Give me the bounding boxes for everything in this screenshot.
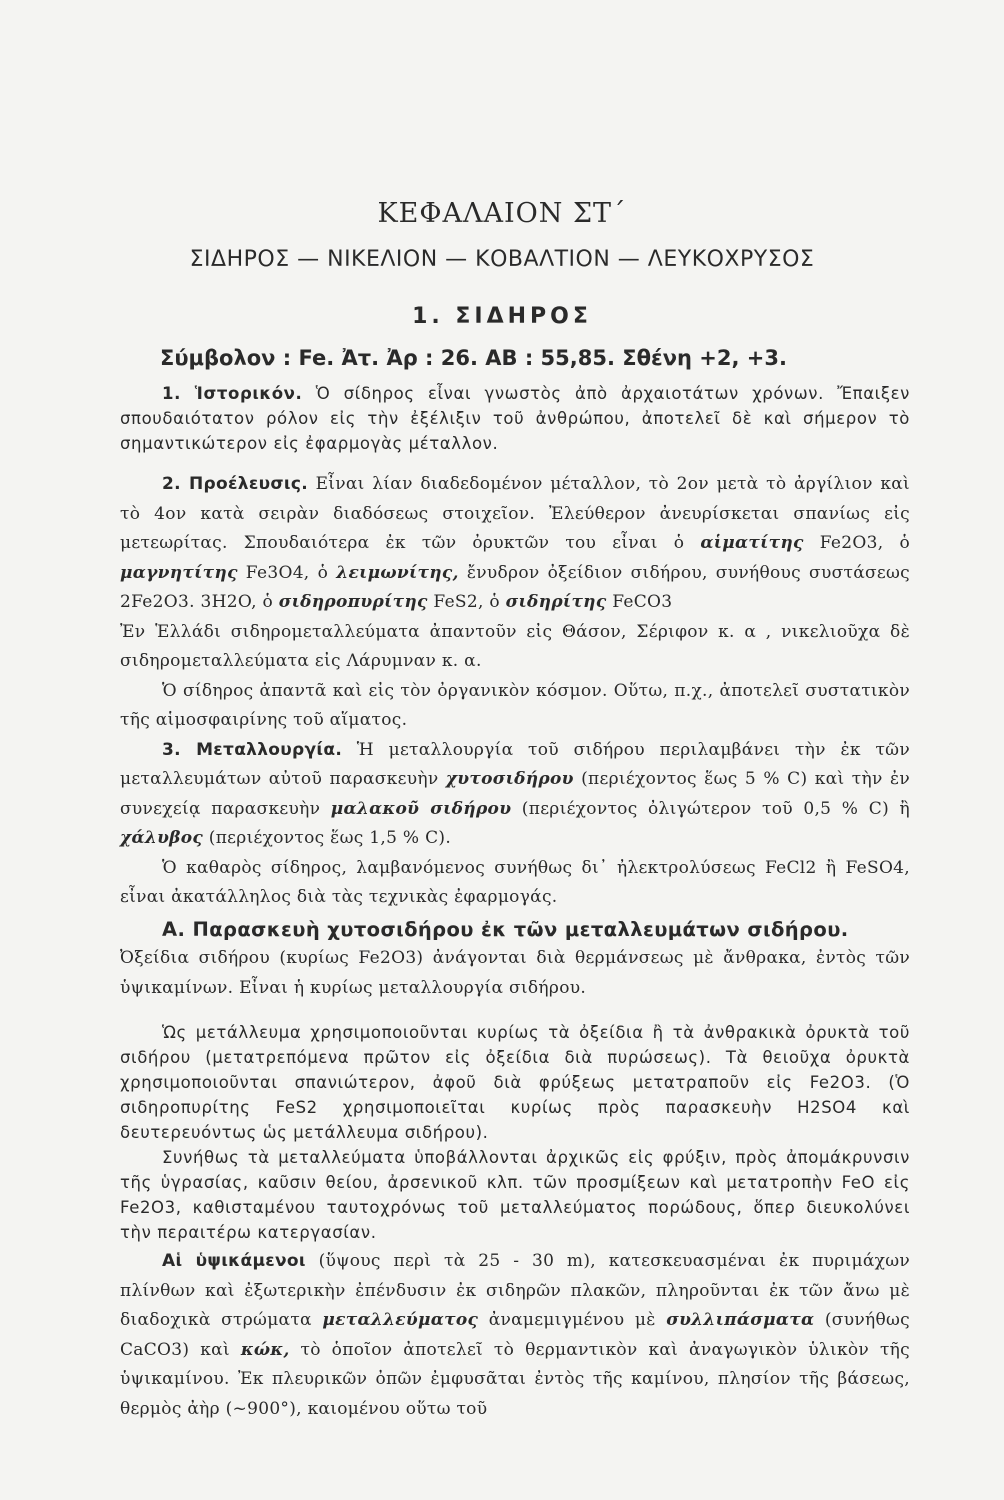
occurrence-paragraph: 2. Προέλευσις. Εἶναι λίαν διαδεδομένον μέταλλον, τὸ 2ον μετὰ τὸ ἀργίλιον καὶ τὸ 4ον κατὰ σειρὰν διαδόσεως στοιχεῖον. Ἐλεύθερον ἀνευρίσκεται σπανίως εἰς μετεωρίτας. Σπουδαιότερα ἐκ τῶν ὀρυκτῶν του εἶναι ὁ αἱματίτης Fe2O3, ὁ μαγνητίτης Fe3O4, ὁ λειμωνίτης, ἔνυδρον ὀξείδιον σιδήρου, συνήθους συστάσεως 2Fe2O3. 3H2O, ὁ σιδηροπυρίτης FeS2, ὁ σιδηρίτης FeCO3 <box>120 474 910 612</box>
history-section <box>120 381 910 456</box>
ore-notes <box>120 1020 910 1245</box>
chapter-subtitle: ΣΙΔΗΡΟΣ — ΝΙΚΕΛΙΟΝ — ΚΟΒΑΛΤΙΟΝ — ΛΕΥΚΟΧΡΥΣΟΣ <box>189 247 815 272</box>
section-heading: 1. ΣΙΔΗΡΟΣ <box>412 304 592 329</box>
ore-term: μεταλλεύματος <box>322 1310 479 1330</box>
history-paragraph <box>120 381 910 456</box>
siderite-term: σιδηρίτης <box>505 592 607 612</box>
history-heading: 1. Ἱστορικόν. <box>162 384 303 403</box>
organic-paragraph: Ὁ σίδηρος ἀπαντᾶ καὶ εἰς τὸν ὀργανικὸν κόσμον. Οὕτω, π.χ., ἀποτελεῖ συστατικὸν τῆς αἱμοσφαιρίνης τοῦ αἵματος. <box>120 680 910 730</box>
flux-term: συλλιπάσματα <box>666 1310 815 1330</box>
ores-paragraph: Ὡς μετάλλευμα χρησιμοποιοῦνται κυρίως τὰ ὀξείδια ἢ τὰ ἀνθρακικὰ ὀρυκτὰ τοῦ σιδήρου (μετατρεπόμενα πρῶτον εἰς ὀξείδια διὰ πυρώσεως). Τὰ θειοῦχα ὀρυκτὰ χρησιμοποιοῦνται σπανιώτερον, ἀφοῦ διὰ φρύξεως μετατραποῦν εἰς Fe2O3. (Ὁ σιδηροπυρίτης FeS2 χρησιμοποιεῖται κυρίως πρὸς παρασκευὴν H2SO4 καὶ δευτερευόντως ὡς μετάλλευμα σιδήρου). <box>120 1023 910 1142</box>
blast-furnace-heading: Αἱ ὑψικάμενοι <box>162 1251 306 1271</box>
magnetite-term: μαγνητίτης <box>120 562 238 583</box>
blast-furnace-section <box>120 1247 910 1424</box>
occurrence-heading: 2. Προέλευσις. <box>162 474 308 494</box>
roasting-paragraph: Συνήθως τὰ μεταλλεύματα ὑποβάλλονται ἀρχικῶς εἰς φρύξιν, πρὸς ἀπομάκρυνσιν τῆς ὑγρασίας, καῦσιν θείου, ἀρσενικοῦ κλπ. τῶν προσμίξεων καὶ μετατροπὴν FeO εἰς Fe2O3, καθισταμένου ταυτοχρόνως τοῦ μεταλλεύματος πορώδους, ὅπερ διευκολύνει τὴν περαιτέρω κατεργασίαν. <box>120 1148 910 1242</box>
hematite-term: αἱματίτης <box>700 533 804 553</box>
reduction-paragraph: Ὀξείδια σιδήρου (κυρίως Fe2O3) ἀνάγονται διὰ θερμάνσεως μὲ ἄνθρακα, ἐντὸς τῶν ὑψικαμίνων. Εἶναι ἡ κυρίως μεταλλουργία σιδήρου. <box>120 948 910 998</box>
pure-iron-paragraph: Ὁ καθαρὸς σίδηρος, λαμβανόμενος συνήθως δι᾽ ἠλεκτρολύσεως FeCl2 ἢ FeSO4, εἶναι ἀκατάλληλος διὰ τὰς τεχνικὰς ἐφαρμογάς. <box>120 857 910 907</box>
pyrite-term: σιδηροπυρίτης <box>278 592 428 612</box>
subsection-a-heading: Α. Παρασκευὴ χυτοσιδήρου ἐκ τῶν μεταλλευμάτων σιδήρου. <box>162 917 849 941</box>
chapter-title: ΚΕΦΑΛΑΙΟΝ ΣΤ΄ <box>377 198 627 229</box>
soft-iron-term: μαλακοῦ σιδήρου <box>330 798 512 819</box>
limonite-term: λειμωνίτης, <box>336 562 459 583</box>
coke-term: κώκ, <box>240 1339 290 1360</box>
greece-ores-paragraph: Ἐν Ἑλλάδι σιδηρομεταλλεύματα ἀπαντοῦν εἰς Θάσον, Σέριφον κ. α , νικελιοῦχα δὲ σιδηρομεταλλεύματα εἰς Λάρυμναν κ. α. <box>120 621 910 671</box>
occurrence-section <box>120 470 910 1003</box>
history-text: Ὁ σίδηρος εἶναι γνωστὸς ἀπὸ ἀρχαιοτάτων χρόνων. Ἔπαιξεν σπουδαιότατον ρόλον εἰς τὴν ἐξέλιξιν τοῦ ἀνθρώπου, ἀποτελεῖ δὲ καὶ σήμερον τὸ σημαντικώτερον εἰς ἐφαρμογὰς μέταλλον. <box>120 384 910 453</box>
steel-term: χάλυβος <box>120 828 204 848</box>
cast-iron-term: χυτοσιδήρου <box>445 769 574 789</box>
blast-furnace-paragraph: Αἱ ὑψικάμενοι (ὕψους περὶ τὰ 25 - 30 m), κατεσκευασμέναι ἐκ πυριμάχων πλίνθων καὶ ἐξωτερικὴν ἐπένδυσιν ἐκ σιδηρῶν πλακῶν, πληροῦνται ἐκ τῶν ἄνω μὲ διαδοχικὰ στρώματα μεταλλεύματος ἀναμεμιγμένου μὲ συλλιπάσματα (συνήθως CaCO3) καὶ κώκ, τὸ ὁποῖον ἀποτελεῖ τὸ θερμαντικὸν καὶ ἀναγωγικὸν ὑλικὸν τῆς ὑψικαμίνου. Ἐκ πλευρικῶν ὀπῶν ἐμφυσᾶται ἐντὸς τῆς καμίνου, πλησίον τῆς βάσεως, θερμὸς ἀὴρ (~900°), καιομένου οὕτω τοῦ <box>120 1251 911 1419</box>
symbol-line: Σύμβολον : Fe. Ἀτ. Ἀρ : 26. ΑΒ : 55,85. Σθένη +2, +3. <box>160 346 787 370</box>
metallurgy-heading: 3. Μεταλλουργία. <box>162 739 343 760</box>
metallurgy-paragraph: 3. Μεταλλουργία. Ἡ μεταλλουργία τοῦ σιδήρου περιλαμβάνει τὴν ἐκ τῶν μεταλλευμάτων αὐτοῦ παρασκευὴν χυτοσιδήρου (περιέχοντος ἕως 5 % C) καὶ τὴν ἐν συνεχείᾳ παρασκευὴν μαλακοῦ σιδήρου (περιέχοντος ὀλιγώτερον τοῦ 0,5 % C) ἢ χάλυβος (περιέχοντος ἕως 1,5 % C). <box>120 739 910 848</box>
